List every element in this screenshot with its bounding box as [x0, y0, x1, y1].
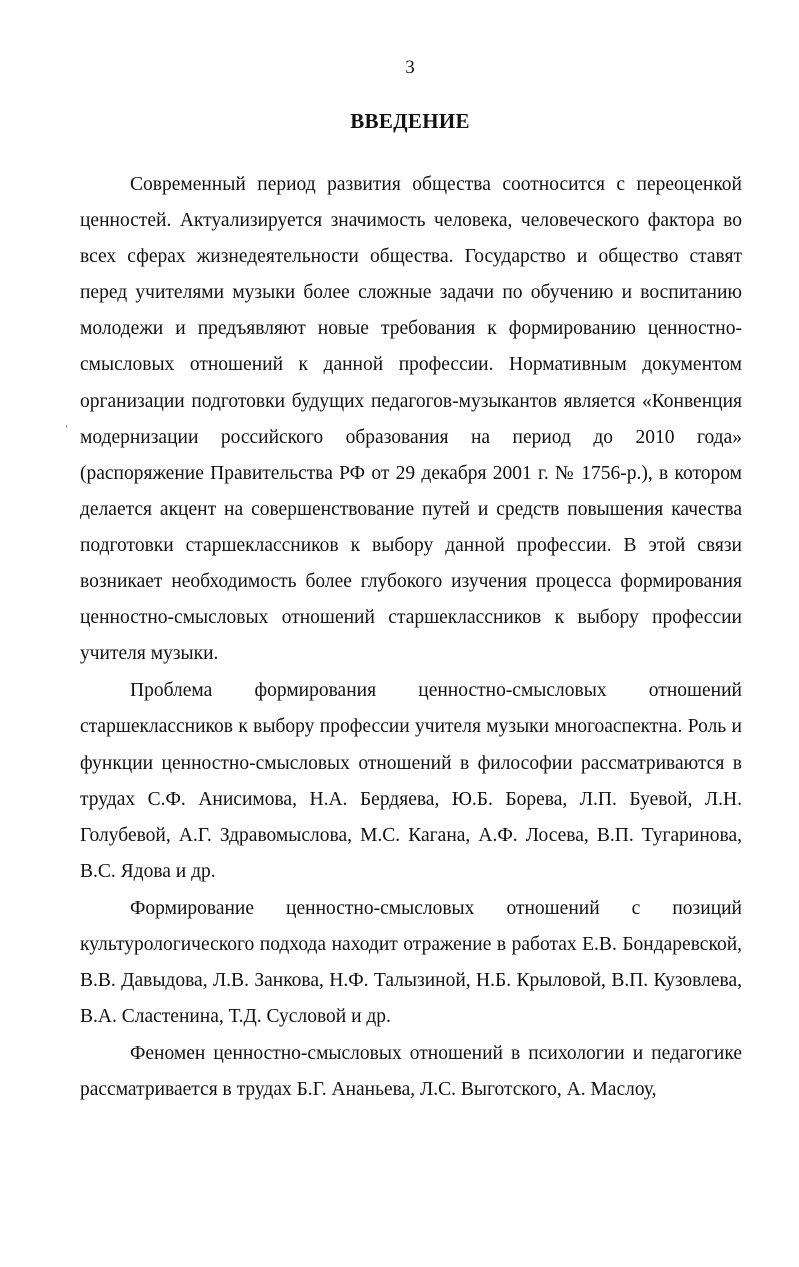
page-title: ВВЕДЕНИЕ — [350, 109, 470, 133]
paragraph-4: Феномен ценностно-смысловых отношений в психологии и педагогике рассматривается в трудах Б.Г. Ананьева, Л.С. Выготского, А. Маслоу, — [80, 1043, 742, 1101]
paragraph-2: Проблема формирования ценностно-смысловых отношений старшеклассников к выбору профессии учителя музыки многоаспектна. Роль и функции ценностно-смысловых отношений в философии рассматриваются в трудах С.Ф. Анисимова, Н.А. Бердяева, Ю.Б. Борева, Л.П. Буевой, Л.Н. Голубевой, А.Г. Здравомыслова, М.С. Кагана, А.Ф. Лосева, В.П. Тугаринова, В.С. Ядова и др. — [80, 680, 742, 882]
body-text — [80, 167, 742, 1108]
margin-mark — [66, 425, 67, 428]
paragraph-1: Современный период развития общества соотносится с переоценкой ценностей. Актуализируется значимость человека, человеческого фактора во всех сферах жизнедеятельности общества. Государство и общество ставят перед учителями музыки более сложные задачи по обучению и воспитанию молодежи и предъявляют новые требования к формированию ценностно-смысловых отношений к данной профессии. Нормативным документом организации подготовки будущих педагогов-музыкантов является «Конвенция модернизации российского образования на период до 2010 года» (распоряжение Правительства РФ от 29 декабря 2001 г. № 1756-р.), в котором делается акцент на совершенствование путей и средств повышения качества подготовки старшеклассников к выбору данной профессии. В этой связи возникает необходимость более глубокого изучения процесса формирования ценностно-смысловых отношений старшеклассников к выбору профессии учителя музыки. — [80, 174, 742, 665]
page-number: 3 — [405, 57, 415, 78]
paragraph-3: Формирование ценностно-смысловых отношений с позиций культурологического подхода находит отражение в работах Е.В. Бондаревской, В.В. Давыдова, Л.В. Занкова, Н.Ф. Талызиной, Н.Б. Крыловой, В.П. Кузовлева, В.А. Сластенина, Т.Д. Сусловой и др. — [80, 897, 742, 1028]
